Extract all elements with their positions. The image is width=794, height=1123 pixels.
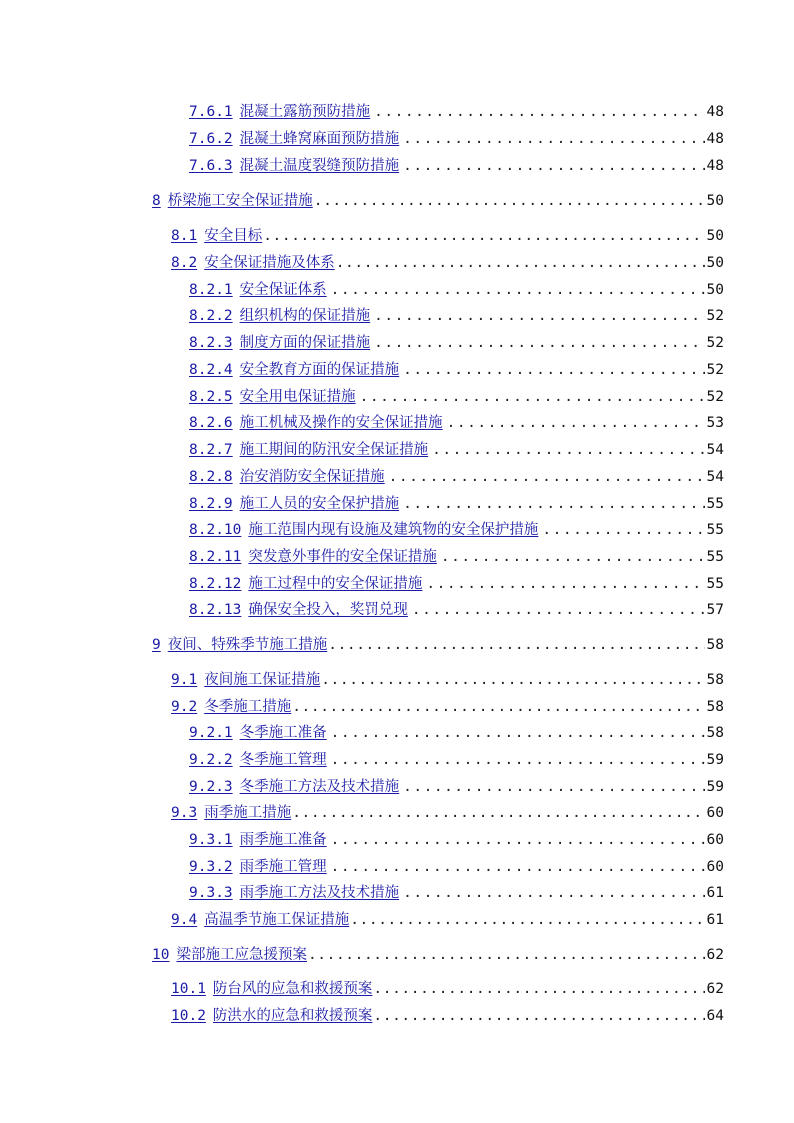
toc-entry <box>189 750 724 770</box>
toc-entry-title: 冬季施工措施 <box>204 699 292 715</box>
toc-entry-title: 施工范围内现有设施及建筑物的安全保护措施 <box>248 522 539 538</box>
toc-page-number: 48 <box>706 158 724 174</box>
dot-leader <box>403 156 704 176</box>
toc-page-number: 60 <box>706 859 724 875</box>
toc-entry-number: 9.2.3 <box>189 779 233 795</box>
toc-entry-number: 9 <box>152 637 161 653</box>
toc-entry-number: 8.2.6 <box>189 415 233 431</box>
toc-page-number: 61 <box>706 912 724 928</box>
dot-leader <box>350 910 704 930</box>
toc-entry-link[interactable] <box>171 1006 372 1026</box>
toc-entry <box>171 803 724 823</box>
toc-entry-link[interactable] <box>189 750 327 770</box>
toc-page-number: 62 <box>706 981 724 997</box>
toc-entry <box>171 697 724 717</box>
toc-entry-number: 9.1 <box>171 672 198 688</box>
toc-entry-link[interactable] <box>189 306 370 326</box>
toc-entry <box>152 945 724 965</box>
dot-leader <box>373 979 704 999</box>
toc-entry-link[interactable] <box>189 857 327 877</box>
toc-entry-number: 8.1 <box>171 228 198 244</box>
dot-leader <box>403 777 704 797</box>
toc-entry-number: 9.2.2 <box>189 752 233 768</box>
toc-entry-link[interactable] <box>152 945 307 965</box>
toc-entry-title: 安全保证措施及体系 <box>204 255 335 271</box>
toc-page-number: 50 <box>706 228 724 244</box>
toc-entry-number: 8.2.9 <box>189 496 233 512</box>
toc-entry-title: 施工过程中的安全保证措施 <box>248 576 423 592</box>
toc-entry-link[interactable] <box>171 226 262 246</box>
toc-entry-link[interactable] <box>189 129 399 149</box>
toc-entry <box>189 520 724 540</box>
toc-entry-title: 冬季施工管理 <box>239 752 327 768</box>
toc-entry-number: 8.2.10 <box>189 522 242 538</box>
toc-entry <box>152 191 724 211</box>
toc-entry-title: 雨季施工措施 <box>204 805 292 821</box>
toc-entry-number: 10.1 <box>171 981 206 997</box>
toc-entry <box>189 467 724 487</box>
toc-entry-title: 施工人员的安全保护措施 <box>239 496 400 512</box>
toc-entry-title: 安全教育方面的保证措施 <box>239 362 400 378</box>
toc-entry <box>189 600 724 620</box>
toc-entry <box>189 547 724 567</box>
toc-entry-title: 夜间施工保证措施 <box>204 672 321 688</box>
toc-page-number: 59 <box>706 779 724 795</box>
toc-entry <box>189 333 724 353</box>
dot-leader <box>331 750 705 770</box>
dot-leader <box>447 413 705 433</box>
dot-leader <box>389 467 705 487</box>
toc-entry <box>189 280 724 300</box>
toc-entry-number: 7.6.1 <box>189 104 233 120</box>
toc-entry <box>171 910 724 930</box>
dot-leader <box>373 1006 704 1026</box>
toc-page-number: 55 <box>706 576 724 592</box>
toc-entry-link[interactable] <box>171 697 291 717</box>
toc-page-number: 52 <box>706 362 724 378</box>
toc-entry <box>171 1006 724 1026</box>
toc-entry-title: 夜间、特殊季节施工措施 <box>167 637 328 653</box>
toc-page-number: 52 <box>706 308 724 324</box>
toc-entry-number: 9.3.2 <box>189 859 233 875</box>
toc-page-number: 58 <box>706 725 724 741</box>
toc-page-number: 60 <box>706 832 724 848</box>
toc-entry-number: 9.3.3 <box>189 885 233 901</box>
toc-entry <box>152 635 724 655</box>
toc-entry-title: 施工期间的防汛安全保证措施 <box>239 442 429 458</box>
toc-entry <box>189 360 724 380</box>
dot-leader <box>403 129 704 149</box>
dot-leader <box>432 440 704 460</box>
toc-entry-number: 8.2.11 <box>189 549 242 565</box>
dot-leader <box>314 191 705 211</box>
toc-entry-number: 8 <box>152 193 161 209</box>
toc-entry-title: 混凝土蜂窝麻面预防措施 <box>239 131 400 147</box>
toc-entry-link[interactable] <box>189 467 385 487</box>
toc-entry-link[interactable] <box>189 360 399 380</box>
dot-leader <box>374 333 704 353</box>
toc-entry <box>189 723 724 743</box>
toc-page-number: 55 <box>706 549 724 565</box>
toc-entry-number: 8.2.3 <box>189 335 233 351</box>
dot-leader <box>331 723 705 743</box>
toc-entry <box>171 226 724 246</box>
dot-leader <box>328 635 704 655</box>
toc-page-number: 62 <box>706 947 724 963</box>
toc-entry-number: 9.3.1 <box>189 832 233 848</box>
toc-entry-link[interactable] <box>152 191 313 211</box>
toc-entry <box>189 387 724 407</box>
toc-entry-number: 7.6.2 <box>189 131 233 147</box>
toc-entry-number: 10 <box>152 947 170 963</box>
toc-page-number: 53 <box>706 415 724 431</box>
toc-entry-number: 8.2.4 <box>189 362 233 378</box>
toc-page-number: 48 <box>706 104 724 120</box>
toc-entry-number: 7.6.3 <box>189 158 233 174</box>
toc-entry-title: 高温季节施工保证措施 <box>204 912 350 928</box>
toc-entry-number: 9.3 <box>171 805 198 821</box>
toc-page-number: 52 <box>706 389 724 405</box>
toc-entry-link[interactable] <box>189 494 399 514</box>
toc-entry-link[interactable] <box>171 253 335 273</box>
toc-entry-title: 制度方面的保证措施 <box>239 335 371 351</box>
toc-entry <box>189 413 724 433</box>
toc-entry-title: 施工机械及操作的安全保证措施 <box>239 415 443 431</box>
toc-entry-title: 安全用电保证措施 <box>239 389 356 405</box>
toc-page-number: 58 <box>706 637 724 653</box>
dot-leader <box>403 883 704 903</box>
toc-page-number: 52 <box>706 335 724 351</box>
toc-entry-title: 雨季施工管理 <box>239 859 327 875</box>
dot-leader <box>263 226 704 246</box>
dot-leader <box>374 102 704 122</box>
toc-entry-number: 8.2.8 <box>189 469 233 485</box>
toc-entry-title: 安全保证体系 <box>239 282 327 298</box>
toc-entry <box>189 857 724 877</box>
toc-entry-title: 防洪水的应急和救援预案 <box>212 1008 373 1024</box>
toc-page-number: 64 <box>706 1008 724 1024</box>
dot-leader <box>331 830 705 850</box>
toc-entry-number: 8.2.1 <box>189 282 233 298</box>
toc-entry-title: 桥梁施工安全保证措施 <box>167 193 313 209</box>
toc-entry-link[interactable] <box>189 520 538 540</box>
dot-leader <box>292 697 704 717</box>
toc-entry-number: 8.2.7 <box>189 442 233 458</box>
toc-entry <box>189 156 724 176</box>
toc-entry-number: 8.2 <box>171 255 198 271</box>
dot-leader <box>542 520 704 540</box>
toc-page-number: 54 <box>706 442 724 458</box>
toc-page-number: 58 <box>706 699 724 715</box>
toc-entry-title: 雨季施工方法及技术措施 <box>239 885 400 901</box>
toc-entry-link[interactable] <box>189 777 399 797</box>
dot-leader <box>403 494 704 514</box>
toc-entry <box>189 102 724 122</box>
toc-entry-title: 安全目标 <box>204 228 263 244</box>
toc-entry <box>189 494 724 514</box>
dot-leader <box>441 547 705 567</box>
toc-entry <box>171 253 724 273</box>
toc-entry-number: 9.2.1 <box>189 725 233 741</box>
toc-page-number: 50 <box>706 193 724 209</box>
toc-entry-link[interactable] <box>171 670 320 690</box>
toc-entry-title: 确保安全投入，奖罚兑现 <box>248 602 408 618</box>
toc-entry-link[interactable] <box>189 156 399 176</box>
toc-entry-number: 9.4 <box>171 912 198 928</box>
toc-entry-number: 8.2.12 <box>189 576 242 592</box>
toc-page-number: 54 <box>706 469 724 485</box>
dot-leader <box>331 280 705 300</box>
toc-entry-title: 混凝土露筋预防措施 <box>239 104 371 120</box>
toc-page-number: 55 <box>706 496 724 512</box>
toc-entry-link[interactable] <box>171 803 291 823</box>
toc-entry <box>171 670 724 690</box>
toc-entry-number: 8.2.13 <box>189 602 242 618</box>
toc-entry-number: 8.2.2 <box>189 308 233 324</box>
toc-entry-number: 9.2 <box>171 699 198 715</box>
toc-entry-title: 冬季施工准备 <box>239 725 327 741</box>
toc-page-number: 50 <box>706 255 724 271</box>
dot-leader <box>374 306 704 326</box>
toc-entry-title: 冬季施工方法及技术措施 <box>239 779 400 795</box>
toc-entry-link[interactable] <box>189 723 327 743</box>
dot-leader <box>308 945 705 965</box>
toc-entry-link[interactable] <box>189 547 437 567</box>
toc-entry-link[interactable] <box>152 635 327 655</box>
toc-page-number: 57 <box>706 602 724 618</box>
toc-entry-number: 8.2.5 <box>189 389 233 405</box>
toc-entry <box>189 129 724 149</box>
toc-entry-link[interactable] <box>189 600 408 620</box>
toc-entry-link[interactable] <box>189 102 370 122</box>
dot-leader <box>336 253 705 273</box>
toc-page-number: 59 <box>706 752 724 768</box>
toc-entry-link[interactable] <box>189 333 370 353</box>
toc-entry <box>189 883 724 903</box>
toc-entry-title: 突发意外事件的安全保证措施 <box>248 549 437 565</box>
toc-entry-title: 混凝土温度裂缝预防措施 <box>239 158 400 174</box>
dot-leader <box>403 360 704 380</box>
toc-entry <box>171 979 724 999</box>
toc-entry <box>189 830 724 850</box>
dot-leader <box>360 387 705 407</box>
dot-leader <box>321 670 704 690</box>
toc-entry-title: 梁部施工应急援预案 <box>176 947 307 963</box>
toc-entry-link[interactable] <box>171 979 372 999</box>
toc-entry <box>189 777 724 797</box>
dot-leader <box>426 574 704 594</box>
toc-entry-title: 雨季施工准备 <box>239 832 327 848</box>
dot-leader <box>292 803 704 823</box>
toc-entry-title: 防台风的应急和救援预案 <box>212 981 373 997</box>
toc-page-number: 61 <box>706 885 724 901</box>
toc-page-number: 50 <box>706 282 724 298</box>
toc-entry-link[interactable] <box>189 830 327 850</box>
toc-entry <box>189 306 724 326</box>
toc-entry-link[interactable] <box>189 387 356 407</box>
toc-page-number: 55 <box>706 522 724 538</box>
dot-leader <box>412 600 705 620</box>
toc-page-number: 60 <box>706 805 724 821</box>
toc-entry-link[interactable] <box>189 440 428 460</box>
toc-entry-title: 组织机构的保证措施 <box>239 308 371 324</box>
toc-entry-link[interactable] <box>189 280 327 300</box>
toc-entry-link[interactable] <box>171 910 349 930</box>
toc-entry <box>189 440 724 460</box>
toc-entry <box>189 574 724 594</box>
toc-page-number: 48 <box>706 131 724 147</box>
toc-page-number: 58 <box>706 672 724 688</box>
toc-entry-link[interactable] <box>189 574 422 594</box>
dot-leader <box>331 857 705 877</box>
toc-entry-link[interactable] <box>189 883 399 903</box>
toc-entry-link[interactable] <box>189 413 443 433</box>
toc-entry-number: 10.2 <box>171 1008 206 1024</box>
toc-entry-title: 治安消防安全保证措施 <box>239 469 385 485</box>
